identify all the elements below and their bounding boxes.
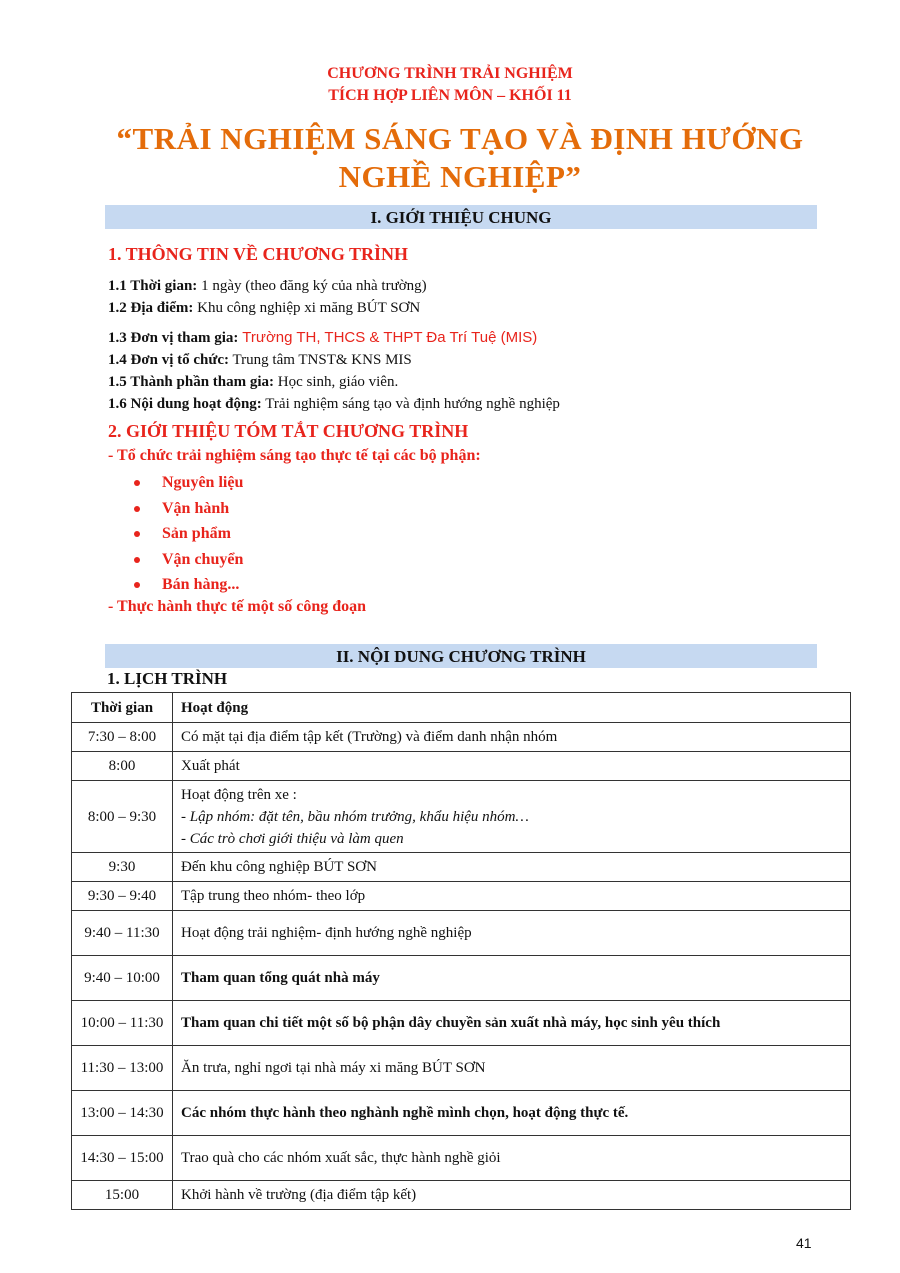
activity-line: Hoạt động trên xe :: [181, 786, 297, 803]
info-organizer: [108, 350, 412, 370]
list-item-label: Nguyên liệu: [162, 474, 244, 491]
activity-line: - Các trò chơi giới thiệu và làm quen: [181, 830, 404, 847]
department-list: [132, 470, 243, 598]
main-title-line2: NGHỀ NGHIỆP”: [338, 159, 582, 194]
activity-cell: Xuất phát: [173, 752, 851, 781]
table-row: [72, 1001, 851, 1046]
table-row: [72, 752, 851, 781]
activity-cell: [173, 781, 851, 853]
list-item: [132, 547, 243, 573]
list-item-label: Vận hành: [162, 499, 230, 517]
list-item: [132, 521, 243, 547]
time-cell: 9:40 – 10:00: [72, 956, 173, 1001]
header-time: Thời gian: [72, 693, 173, 723]
table-row: [72, 781, 851, 853]
info-location: [108, 298, 420, 318]
info-participant-unit: [108, 328, 537, 348]
table-row: [72, 853, 851, 882]
activity-cell: Các nhóm thực hành theo nghành nghề mình chọn, hoạt động thực tế.: [173, 1091, 851, 1136]
info-value: Trải nghiệm sáng tạo và định hướng nghề nghiệp: [261, 396, 560, 412]
summary-intro: - Tổ chức trải nghiệm sáng tạo thực tế tại các bộ phận:: [108, 447, 481, 464]
info-label: 1.2 Địa điểm:: [108, 300, 194, 316]
page-number: 41: [796, 1235, 812, 1251]
table-row: [72, 882, 851, 911]
activity-cell: Tham quan chi tiết một số bộ phận dây chuyền sản xuất nhà máy, học sinh yêu thích: [173, 1001, 851, 1046]
time-cell: 8:00 – 9:30: [72, 781, 173, 853]
info-label: 1.5 Thành phần tham gia:: [108, 374, 275, 390]
activity-cell: Ăn trưa, nghỉ ngơi tại nhà máy xi măng BÚT SƠN: [173, 1046, 851, 1091]
activity-cell: Khởi hành về trường (địa điểm tập kết): [173, 1181, 851, 1210]
time-cell: 13:00 – 14:30: [72, 1091, 173, 1136]
header-activity: Hoạt động: [173, 693, 851, 723]
schedule-table: [71, 692, 851, 1210]
activity-cell: Có mặt tại địa điểm tập kết (Trường) và điểm danh nhận nhóm: [173, 723, 851, 752]
activity-cell: Hoạt động trải nghiệm- định hướng nghề nghiệp: [173, 911, 851, 956]
time-cell: 9:30: [72, 853, 173, 882]
summary-practice: - Thực hành thực tế một số công đoạn: [108, 598, 367, 615]
table-row: [72, 911, 851, 956]
time-cell: 10:00 – 11:30: [72, 1001, 173, 1046]
section-band-content: II. NỘI DUNG CHƯƠNG TRÌNH: [105, 644, 817, 668]
activity-cell: Đến khu công nghiệp BÚT SƠN: [173, 853, 851, 882]
info-value: Khu công nghiệp xi măng BÚT SƠN: [193, 300, 421, 316]
table-row: [72, 1136, 851, 1181]
info-time: [108, 276, 427, 296]
bullet-icon: [134, 557, 140, 563]
time-cell: 9:30 – 9:40: [72, 882, 173, 911]
list-item-label: Bán hàng...: [162, 576, 240, 593]
table-row: [72, 1181, 851, 1210]
section-band-intro: I. GIỚI THIỆU CHUNG: [105, 205, 817, 229]
table-row: [72, 1091, 851, 1136]
bullet-icon: [134, 531, 140, 537]
info-content: [108, 394, 560, 414]
table-row: [72, 956, 851, 1001]
info-participants: [108, 372, 398, 392]
info-value: Trường TH, THCS & THPT Đa Trí Tuệ (MIS): [238, 329, 538, 346]
table-row: [72, 723, 851, 752]
list-item-label: Vận chuyển: [162, 550, 244, 568]
info-label: 1.6 Nội dung hoạt động:: [108, 396, 262, 412]
heading-schedule: 1. LỊCH TRÌNH: [107, 669, 228, 688]
info-value: Trung tâm TNST& KNS MIS: [229, 352, 412, 368]
activity-cell: Tham quan tổng quát nhà máy: [173, 956, 851, 1001]
bullet-icon: [134, 506, 140, 512]
list-item-label: Sản phẩm: [162, 525, 231, 542]
program-subheading: TÍCH HỢP LIÊN MÔN – KHỐI 11: [328, 87, 572, 104]
table-row: [72, 1046, 851, 1091]
table-header-row: [72, 693, 851, 723]
list-item: [132, 496, 243, 522]
time-cell: 9:40 – 11:30: [72, 911, 173, 956]
activity-cell: Tập trung theo nhóm- theo lớp: [173, 882, 851, 911]
info-value: 1 ngày (theo đăng ký của nhà trường): [197, 278, 427, 294]
activity-cell: Trao quà cho các nhóm xuất sắc, thực hành nghề giỏi: [173, 1136, 851, 1181]
info-label: 1.4 Đơn vị tổ chức:: [108, 352, 230, 368]
heading-program-info: 1. THÔNG TIN VỀ CHƯƠNG TRÌNH: [108, 244, 409, 264]
main-title-line1: “TRẢI NGHIỆM SÁNG TẠO VÀ ĐỊNH HƯỚNG: [116, 121, 804, 156]
bullet-icon: [134, 582, 140, 588]
heading-program-summary: 2. GIỚI THIỆU TÓM TẮT CHƯƠNG TRÌNH: [108, 421, 469, 441]
info-value: Học sinh, giáo viên.: [274, 374, 399, 390]
list-item: [132, 572, 243, 598]
bullet-icon: [134, 480, 140, 486]
time-cell: 7:30 – 8:00: [72, 723, 173, 752]
program-heading: CHƯƠNG TRÌNH TRẢI NGHIỆM: [327, 65, 573, 82]
activity-line: - Lập nhóm: đặt tên, bầu nhóm trưởng, khẩu hiệu nhóm…: [181, 808, 529, 825]
time-cell: 8:00: [72, 752, 173, 781]
list-item: [132, 470, 243, 496]
info-label: 1.1 Thời gian:: [108, 278, 198, 294]
time-cell: 11:30 – 13:00: [72, 1046, 173, 1091]
time-cell: 15:00: [72, 1181, 173, 1210]
info-label: 1.3 Đơn vị tham gia:: [108, 330, 239, 346]
time-cell: 14:30 – 15:00: [72, 1136, 173, 1181]
